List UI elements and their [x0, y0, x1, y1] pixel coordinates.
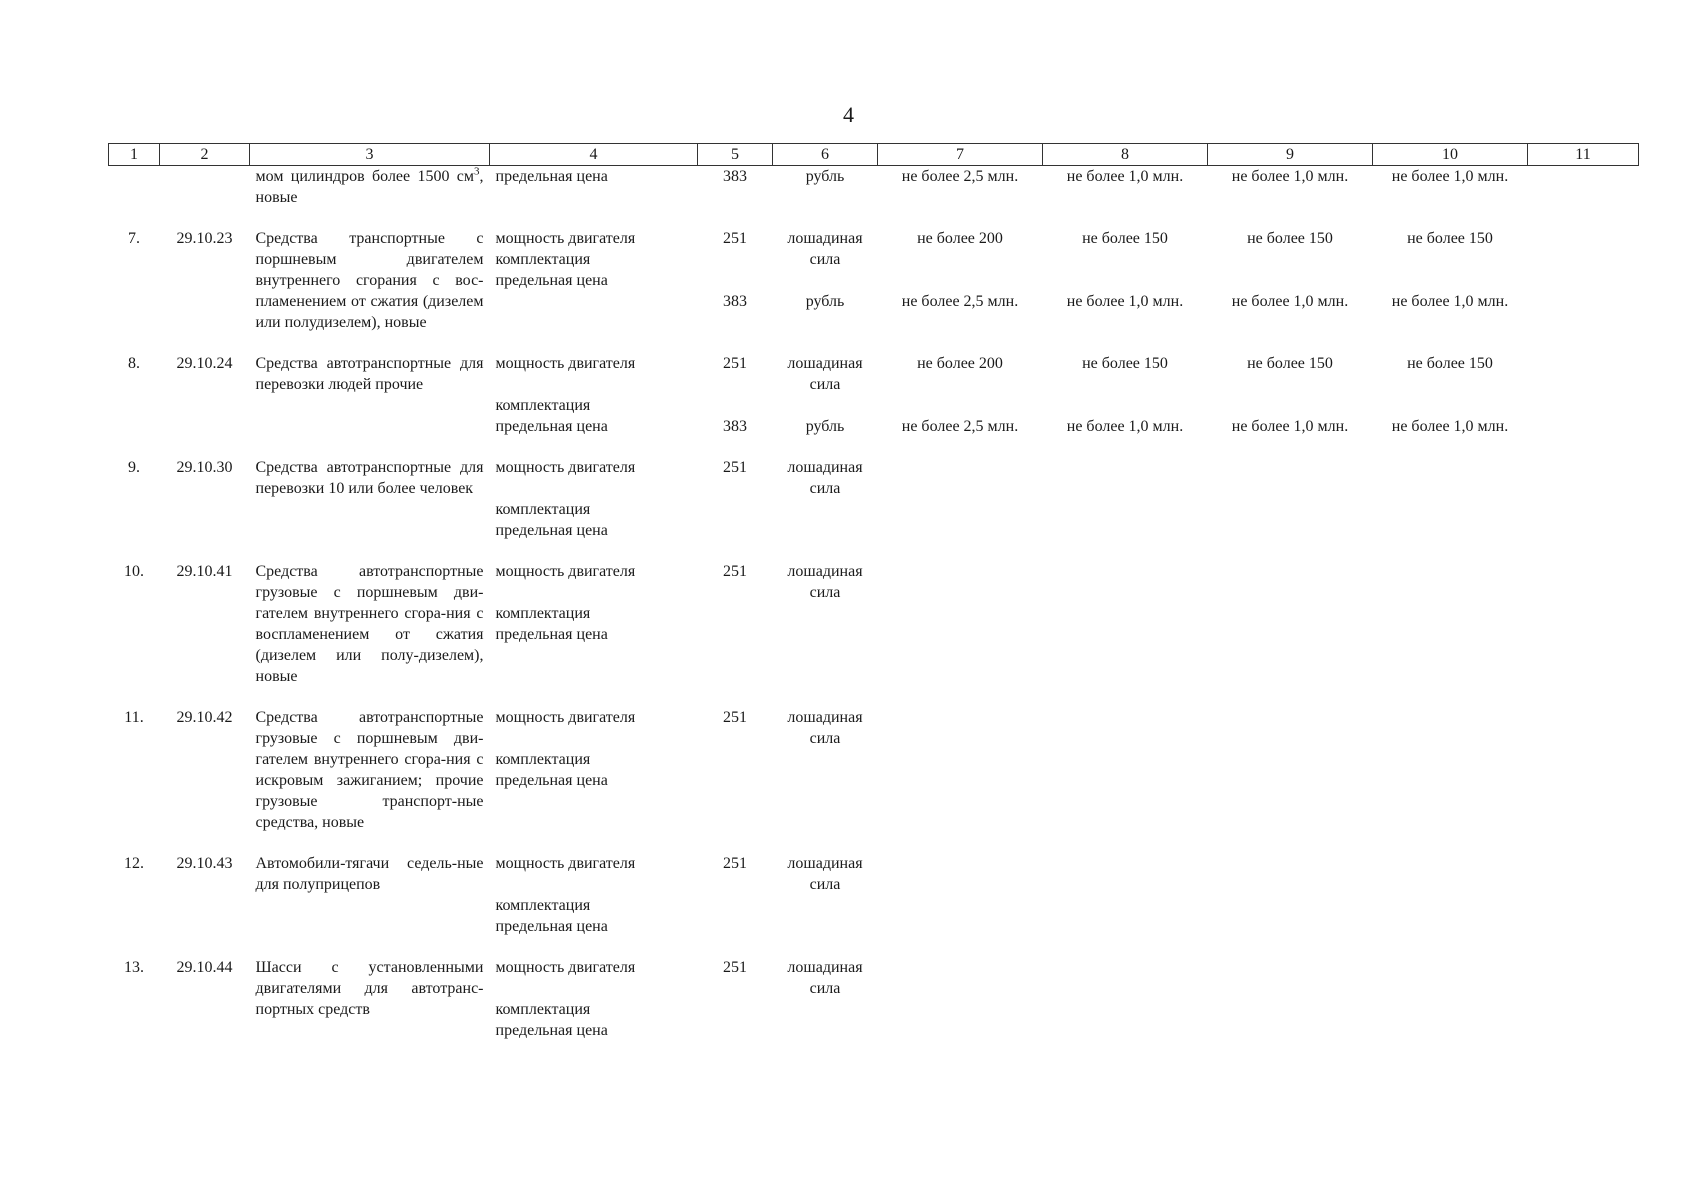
row-number: 13.	[124, 959, 144, 976]
characteristics: мощность двигателя комплектация предельная цена	[495, 355, 636, 435]
unit: лошадиная сила	[787, 563, 863, 601]
table-row	[109, 957, 1639, 1061]
column-header: 7	[878, 144, 1043, 166]
item-name: Средства автотранспортные для перевозки людей прочие	[255, 355, 484, 393]
item-name: мом цилиндров более 1500 $см^3$, новые	[255, 165, 484, 206]
item-name: Средства автотранспортные грузовые с поршневым дви-гателем внутреннего сгора-ния с искровым зажиганием; прочие грузовые транспорт-ные средства, новые	[255, 709, 484, 831]
item-name: Автомобили-тягачи седель-ные для полуприцепов	[255, 855, 484, 893]
value-col7: не более 2,5 млн.	[901, 168, 1019, 185]
values-col8: не более 150 не более 1,0 млн.	[1066, 230, 1184, 310]
unit: лошадиная сила	[787, 709, 863, 747]
okei-code: 251	[723, 459, 747, 476]
value-col9: не более 1,0 млн.	[1231, 168, 1349, 185]
column-header: 2	[160, 144, 250, 166]
okpd-code: 29.10.30	[176, 459, 233, 476]
characteristics: мощность двигателя комплектация предельная цена	[495, 563, 636, 643]
unit: лошадиная сила	[787, 959, 863, 997]
table-row	[109, 353, 1639, 457]
column-header: 6	[773, 144, 878, 166]
column-header: 3	[250, 144, 490, 166]
characteristics: мощность двигателя комплектация предельная цена	[495, 959, 636, 1039]
characteristics: мощность двигателя комплектация предельная цена	[495, 855, 636, 935]
table-row-continuation	[109, 166, 1639, 229]
okpd-code: 29.10.41	[176, 563, 233, 580]
okpd-code: 29.10.43	[176, 855, 233, 872]
column-header: 5	[698, 144, 773, 166]
row-number: 12.	[124, 855, 144, 872]
values-col10: не более 150 не более 1,0 млн.	[1391, 355, 1509, 435]
table-row	[109, 707, 1639, 853]
okpd-code: 29.10.24	[176, 355, 233, 372]
column-header: 8	[1043, 144, 1208, 166]
units: лошадиная сила рубль	[787, 355, 863, 435]
characteristics-table	[108, 143, 1639, 1061]
values-col9: не более 150 не более 1,0 млн.	[1231, 355, 1349, 435]
values-col8: не более 150 не более 1,0 млн.	[1066, 355, 1184, 435]
item-name: Средства автотранспортные грузовые с поршневым дви-гателем внутреннего сгора-ния с воспламенением от сжатия (дизелем или полу-дизелем), новые	[255, 563, 484, 685]
column-header: 1	[109, 144, 160, 166]
row-number: 11.	[124, 709, 144, 726]
okpd-code: 29.10.44	[176, 959, 233, 976]
characteristics: мощность двигателя комплектация предельная цена	[495, 459, 636, 539]
unit: рубль	[805, 168, 845, 185]
row-number: 7.	[128, 230, 140, 247]
okpd-code: 29.10.23	[176, 230, 233, 247]
table-row	[109, 228, 1639, 353]
value-col8: не более 1,0 млн.	[1066, 168, 1184, 185]
page-number: 4	[843, 102, 854, 127]
table-row	[109, 457, 1639, 561]
okei-code: 383	[723, 168, 747, 185]
okei-codes: 251 383	[723, 230, 747, 310]
item-name: Средства автотранспортные для перевозки 10 или более человек	[255, 459, 484, 497]
table-row	[109, 853, 1639, 957]
column-header: 9	[1208, 144, 1373, 166]
characteristics: мощность двигателя комплектация предельная цена	[495, 230, 636, 289]
values-col10: не более 150 не более 1,0 млн.	[1391, 230, 1509, 310]
okei-code: 251	[723, 709, 747, 726]
units: лошадиная сила рубль	[787, 230, 863, 310]
characteristic: предельная цена	[495, 168, 608, 185]
column-header: 4	[490, 144, 698, 166]
item-name: Средства транспортные с поршневым двигателем внутреннего сгорания с вос-пламенением от сжатия (дизелем или полудизелем), новые	[255, 230, 484, 331]
okei-codes: 251 383	[723, 355, 747, 435]
okei-code: 251	[723, 855, 747, 872]
row-number: 8.	[128, 355, 140, 372]
okpd-code: 29.10.42	[176, 709, 233, 726]
values-col9: не более 150 не более 1,0 млн.	[1231, 230, 1349, 310]
row-number: 9.	[128, 459, 140, 476]
okei-code: 251	[723, 959, 747, 976]
column-number-header-row	[109, 144, 1639, 166]
column-header: 10	[1373, 144, 1528, 166]
unit: лошадиная сила	[787, 855, 863, 893]
characteristics: мощность двигателя комплектация предельная цена	[495, 709, 636, 789]
values-col7: не более 200 не более 2,5 млн.	[901, 355, 1019, 435]
value-col10: не более 1,0 млн.	[1391, 168, 1509, 185]
values-col7: не более 200 не более 2,5 млн.	[901, 230, 1019, 310]
okei-code: 251	[723, 563, 747, 580]
table-row	[109, 561, 1639, 707]
row-number: 10.	[124, 563, 144, 580]
unit: лошадиная сила	[787, 459, 863, 497]
item-name: Шасси с установленными двигателями для автотранс-портных средств	[255, 959, 484, 1018]
column-header: 11	[1528, 144, 1639, 166]
